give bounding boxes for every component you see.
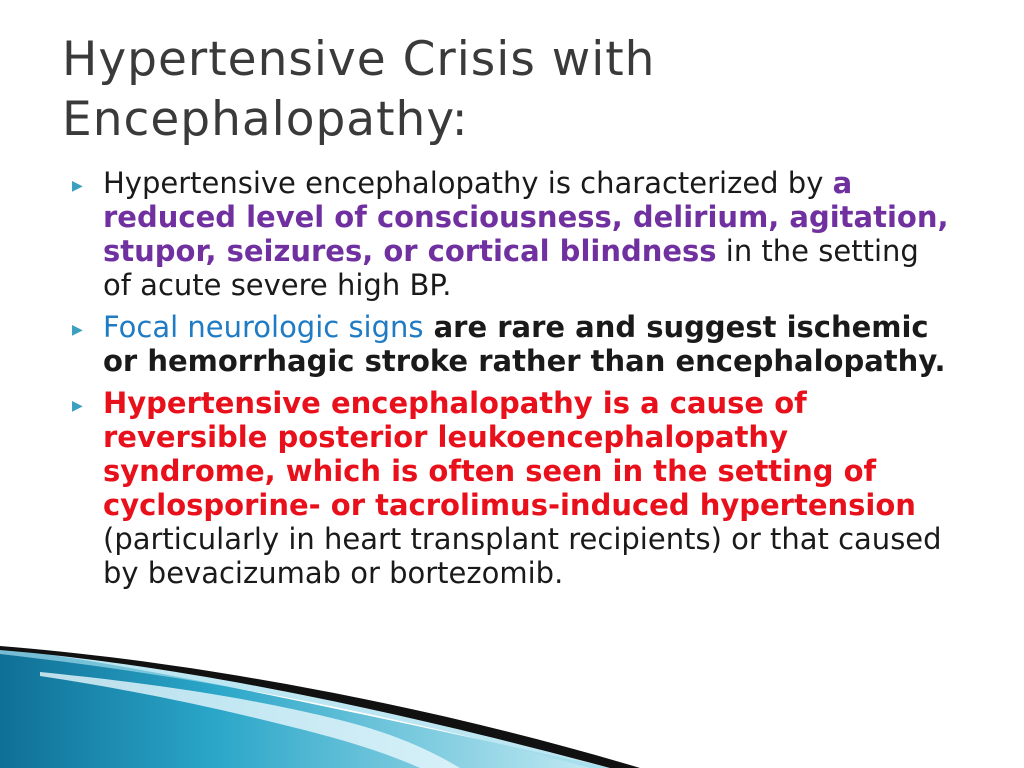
bullet-3-text-rest: (particularly in heart transplant recipients) or that caused by bevacizumab or bortezomib.: [103, 522, 942, 590]
triangle-right-icon: ▶: [72, 178, 83, 194]
bullet-item-2: [72, 310, 952, 378]
bullet-2-text-focal: Focal neurologic signs: [103, 310, 424, 344]
bullet-1-text-symptoms: a reduced level of consciousness, delirium, agitation, stupor, seizures, or cortical blindness: [103, 166, 949, 268]
bullet-list: [72, 166, 952, 598]
bullet-3-text-highlight: Hypertensive encephalopathy is a cause of reversible posterior leukoencephalopathy syndrome, which is often seen in the setting of cyclosporine- or tacrolimus-induced hypertension: [103, 386, 916, 522]
bullet-item-3: [72, 386, 952, 590]
triangle-right-icon: ▶: [72, 398, 83, 414]
slide-title: [62, 30, 962, 150]
teal-wave-shape: [0, 648, 610, 768]
bullet-item-1: [72, 166, 952, 302]
decorative-wave: [0, 640, 1024, 768]
bullet-1-text-intro: Hypertensive encephalopathy is characterized by: [103, 166, 833, 200]
triangle-right-icon: ▶: [72, 322, 83, 338]
bullet-2-text-rest: are rare and suggest ischemic or hemorrhagic stroke rather than encephalopathy.: [103, 310, 946, 378]
title-line-2: Encephalopathy:: [62, 92, 469, 147]
title-line-1: Hypertensive Crisis with: [62, 32, 656, 87]
bullet-1-text-context: in the setting of acute severe high BP.: [103, 234, 919, 302]
